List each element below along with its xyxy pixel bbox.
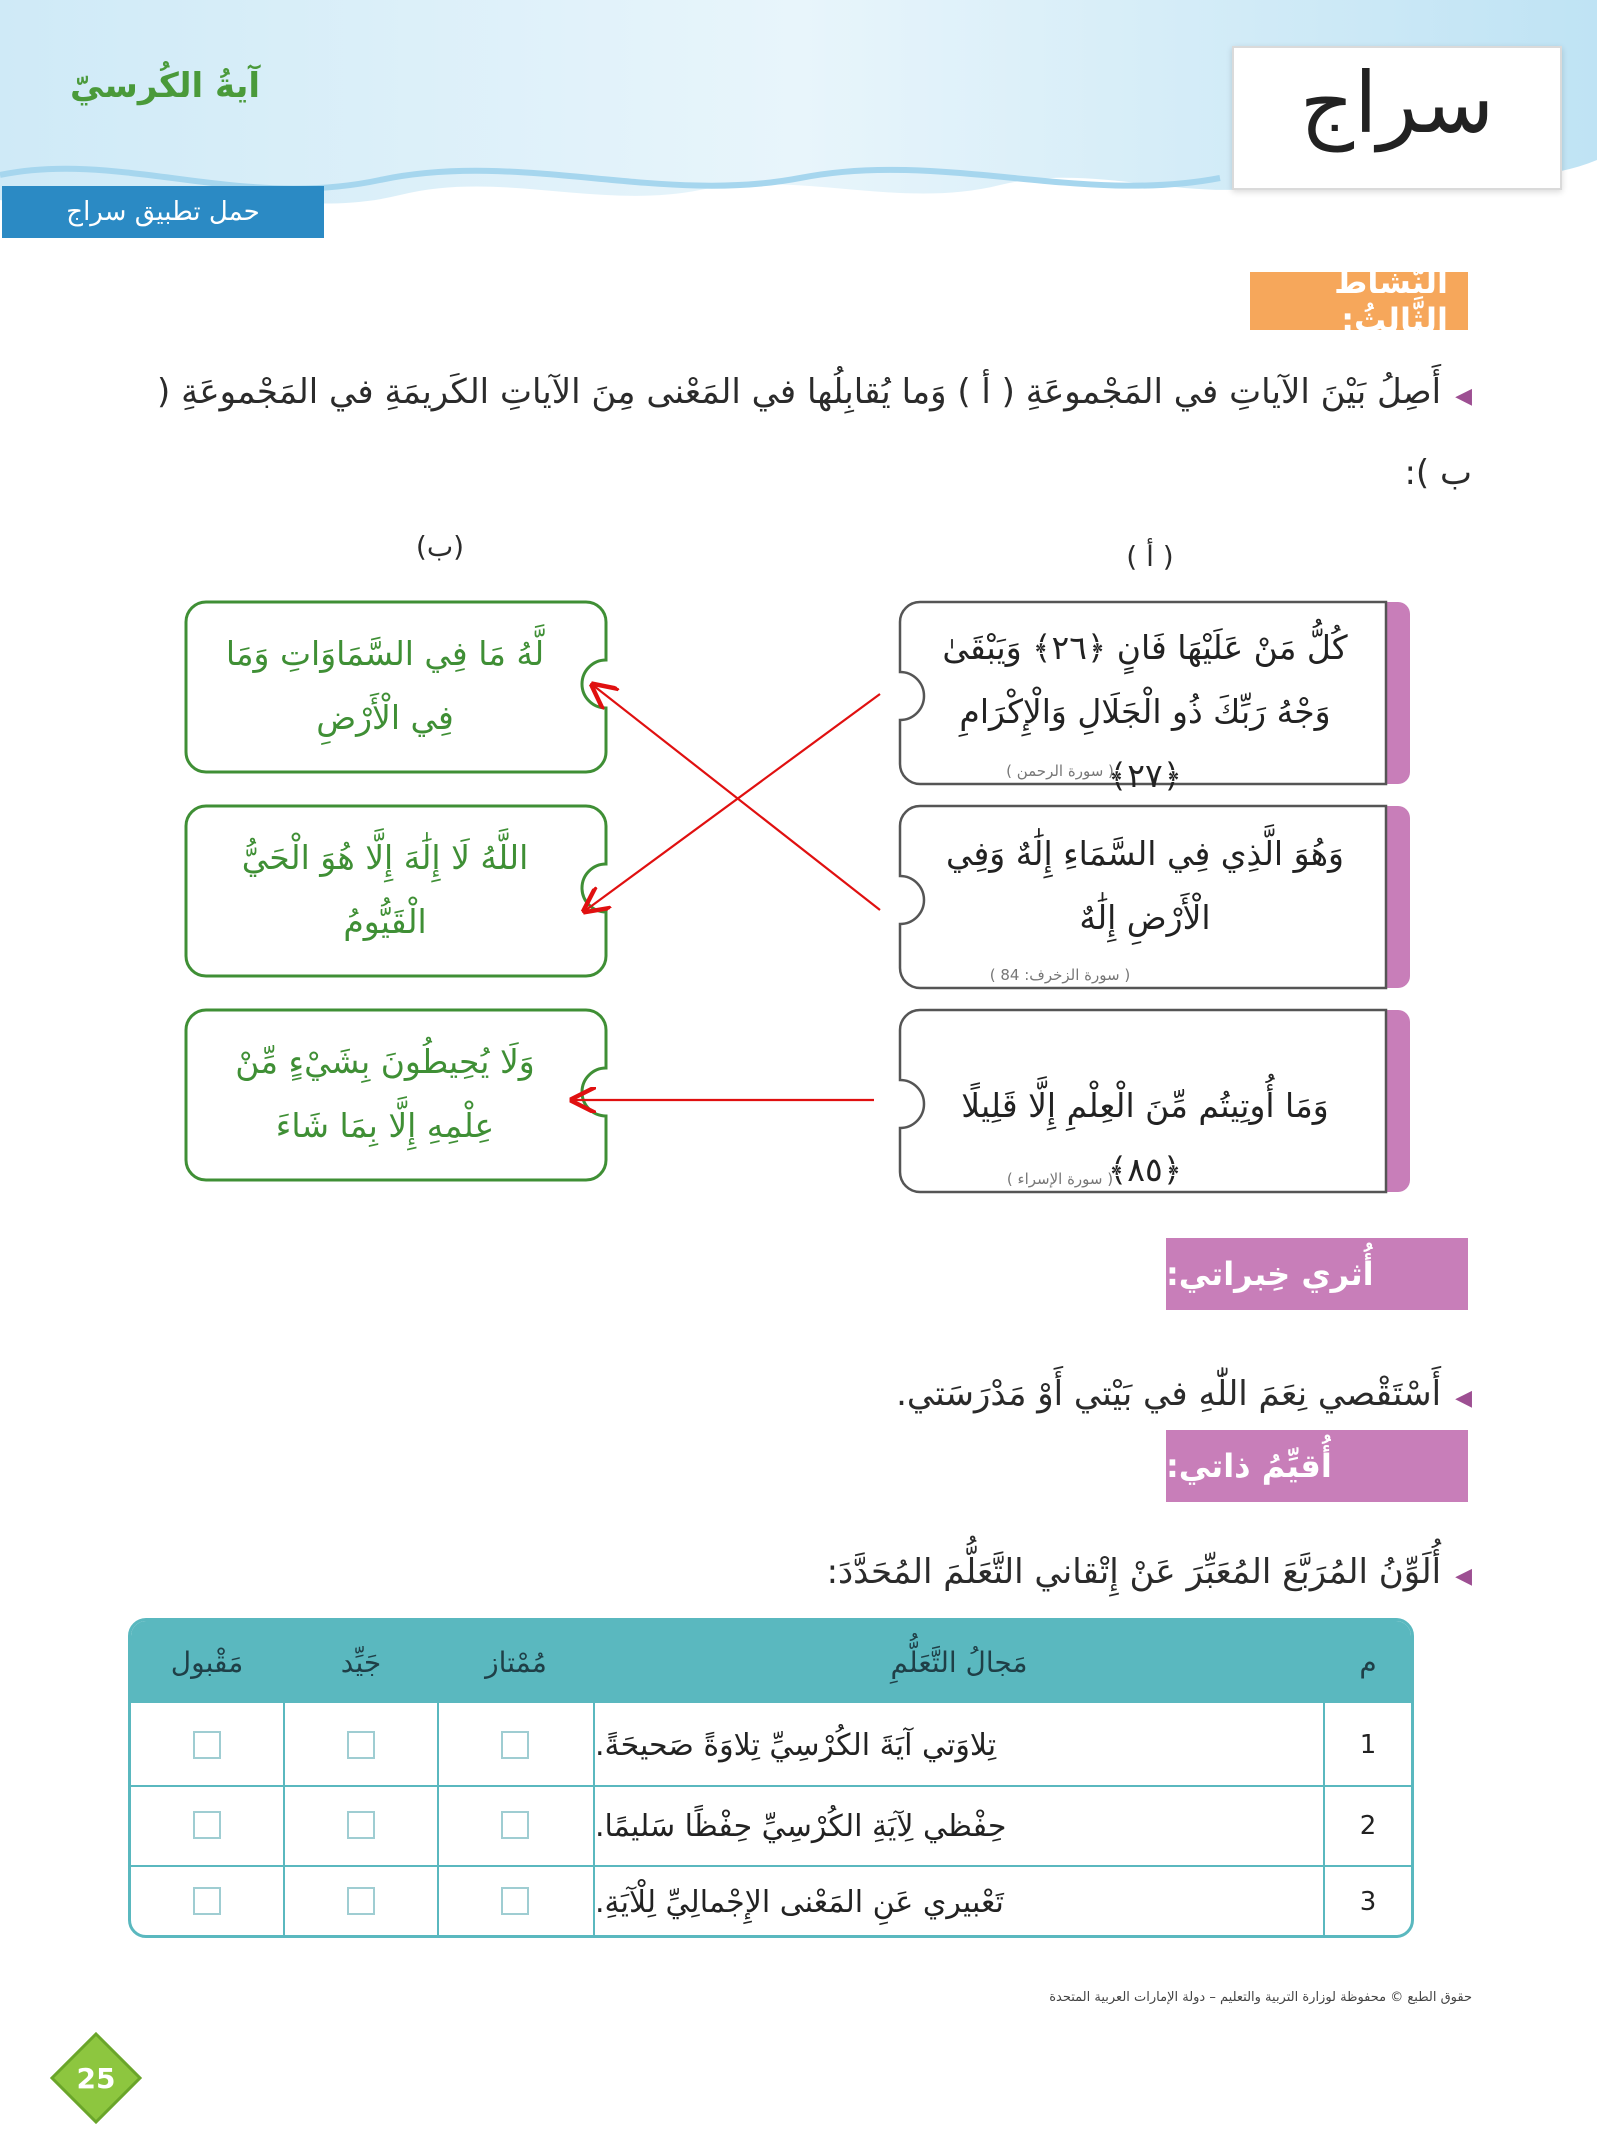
col-header-acceptable: مَقْبول	[131, 1621, 283, 1703]
row-number: 3	[1359, 1887, 1377, 1917]
row-number: 1	[1359, 1730, 1377, 1760]
group-a-text-1: كُلُّ مَنْ عَلَيْهَا فَانٍ ﴿٢٦﴾ وَيَبْقَىٰ وَجْهُ رَبِّكَ ذُو الْجَلَالِ وَالْإِكْرَامِ ﴿٢٧﴾	[942, 628, 1348, 795]
row-text: حِفْظي لِآيَةِ الكُرْسِيِّ حِفْظًا سَليمًا.	[595, 1808, 1007, 1844]
logo-tagline-bar[interactable]: حمل تطبيق سراج	[2, 186, 324, 238]
col-divider	[283, 1621, 285, 1938]
group-b-text-3: وَلَا يُحِيطُونَ بِشَيْءٍ مِّنْ عِلْمِهِ إِلَّا بِمَا شَاءَ	[235, 1042, 535, 1145]
row-text: تِلاوَتي آيَةَ الكُرْسِيِّ تِلاوَةً صَحيحَةً.	[595, 1727, 997, 1763]
assess-instruction	[600, 1534, 1472, 1615]
checkbox-excellent[interactable]	[501, 1887, 529, 1915]
siraj-logo[interactable]	[1232, 46, 1562, 190]
match-arrow-1	[586, 694, 880, 910]
row-text: تَعْبيري عَنِ المَعْنى الإِجْمالِيِّ لِلْآيَةِ.	[595, 1884, 1004, 1920]
group-b-text-2: اللَّهُ لَا إِلَٰهَ إِلَّا هُوَ الْحَيُّ الْقَيُّومُ	[241, 838, 529, 941]
group-a-label: ( أ )	[1126, 540, 1174, 573]
checkbox-acceptable[interactable]	[193, 1731, 221, 1759]
row-number: 2	[1359, 1811, 1377, 1841]
group-b-label: (ب)	[415, 530, 465, 563]
col-header-no: م	[1325, 1621, 1411, 1703]
checkbox-good[interactable]	[347, 1887, 375, 1915]
group-a-source-2: ( سورة الزخرف: 84 )	[989, 966, 1131, 984]
group-a-source-1: ( سورة الرحمن )	[1006, 762, 1114, 780]
bullet-icon: ◀	[1455, 1564, 1472, 1589]
enrich-instruction-text: أَسْتَقْصي نِعَمَ اللّٰهِ في بَيْتي أَوْ مَدْرَسَتي.	[896, 1374, 1442, 1414]
col-divider	[437, 1621, 439, 1938]
activity-instruction-text: أَصِلُ بَيْنَ الآياتِ في المَجْموعَةِ ( أ ) وَما يُقابِلُها في المَعْنى مِنَ الآياتِ الكَريمَةِ في المَجْموعَةِ ( ب ):	[157, 372, 1472, 493]
group-b-text-1: لَّهُ مَا فِي السَّمَاوَاتِ وَمَا فِي الْأَرْضِ	[225, 634, 545, 737]
checkbox-good[interactable]	[347, 1731, 375, 1759]
match-arrow-2	[594, 686, 880, 910]
activity-instruction	[120, 354, 1472, 511]
col-header-good: جَيِّد	[285, 1621, 437, 1703]
col-header-domain: مَجالُ التَّعَلُّمِ	[595, 1621, 1323, 1703]
checkbox-excellent[interactable]	[501, 1731, 529, 1759]
checkbox-good[interactable]	[347, 1811, 375, 1839]
activity-title-ribbon: النَّشاطُ الثَّالِثُ:	[1250, 272, 1468, 330]
bullet-icon: ◀	[1455, 384, 1472, 409]
enrich-instruction	[600, 1356, 1472, 1437]
group-a-source-3: ( سورة الإسراء )	[1006, 1170, 1114, 1188]
logo-wordmark: سراج	[1299, 54, 1495, 152]
lesson-title: آيةُ الكُرسيّ	[70, 66, 261, 106]
checkbox-excellent[interactable]	[501, 1811, 529, 1839]
assess-title-ribbon: أُقيِّمُ ذاتي:	[1166, 1430, 1468, 1502]
col-header-excellent: مُمْتاز	[439, 1621, 593, 1703]
checkbox-acceptable[interactable]	[193, 1887, 221, 1915]
group-a-text-2: وَهُوَ الَّذِي فِي السَّمَاءِ إِلَٰهٌ وَفِي الْأَرْضِ إِلَٰهٌ	[946, 834, 1344, 937]
assess-instruction-text: أُلَوِّنُ المُرَبَّعَ المُعَبِّرَ عَنْ إِتْقاني التَّعَلُّمَ المُحَدَّدَ:	[826, 1552, 1442, 1592]
self-assessment-table	[128, 1618, 1414, 1938]
page-number: 25	[76, 2061, 116, 2095]
bullet-icon: ◀	[1455, 1386, 1472, 1411]
copyright-note: حقوق الطبع © محفوظة لوزارة التربية والتعليم – دولة الإمارات العربية المتحدة	[1049, 1990, 1472, 2005]
group-a-text-3: وَمَا أُوتِيتُم مِّنَ الْعِلْمِ إِلَّا قَلِيلًا ﴿٨٥﴾	[961, 1086, 1329, 1189]
enrich-title-ribbon: أُثري خِبراتي:	[1166, 1238, 1468, 1310]
checkbox-acceptable[interactable]	[193, 1811, 221, 1839]
